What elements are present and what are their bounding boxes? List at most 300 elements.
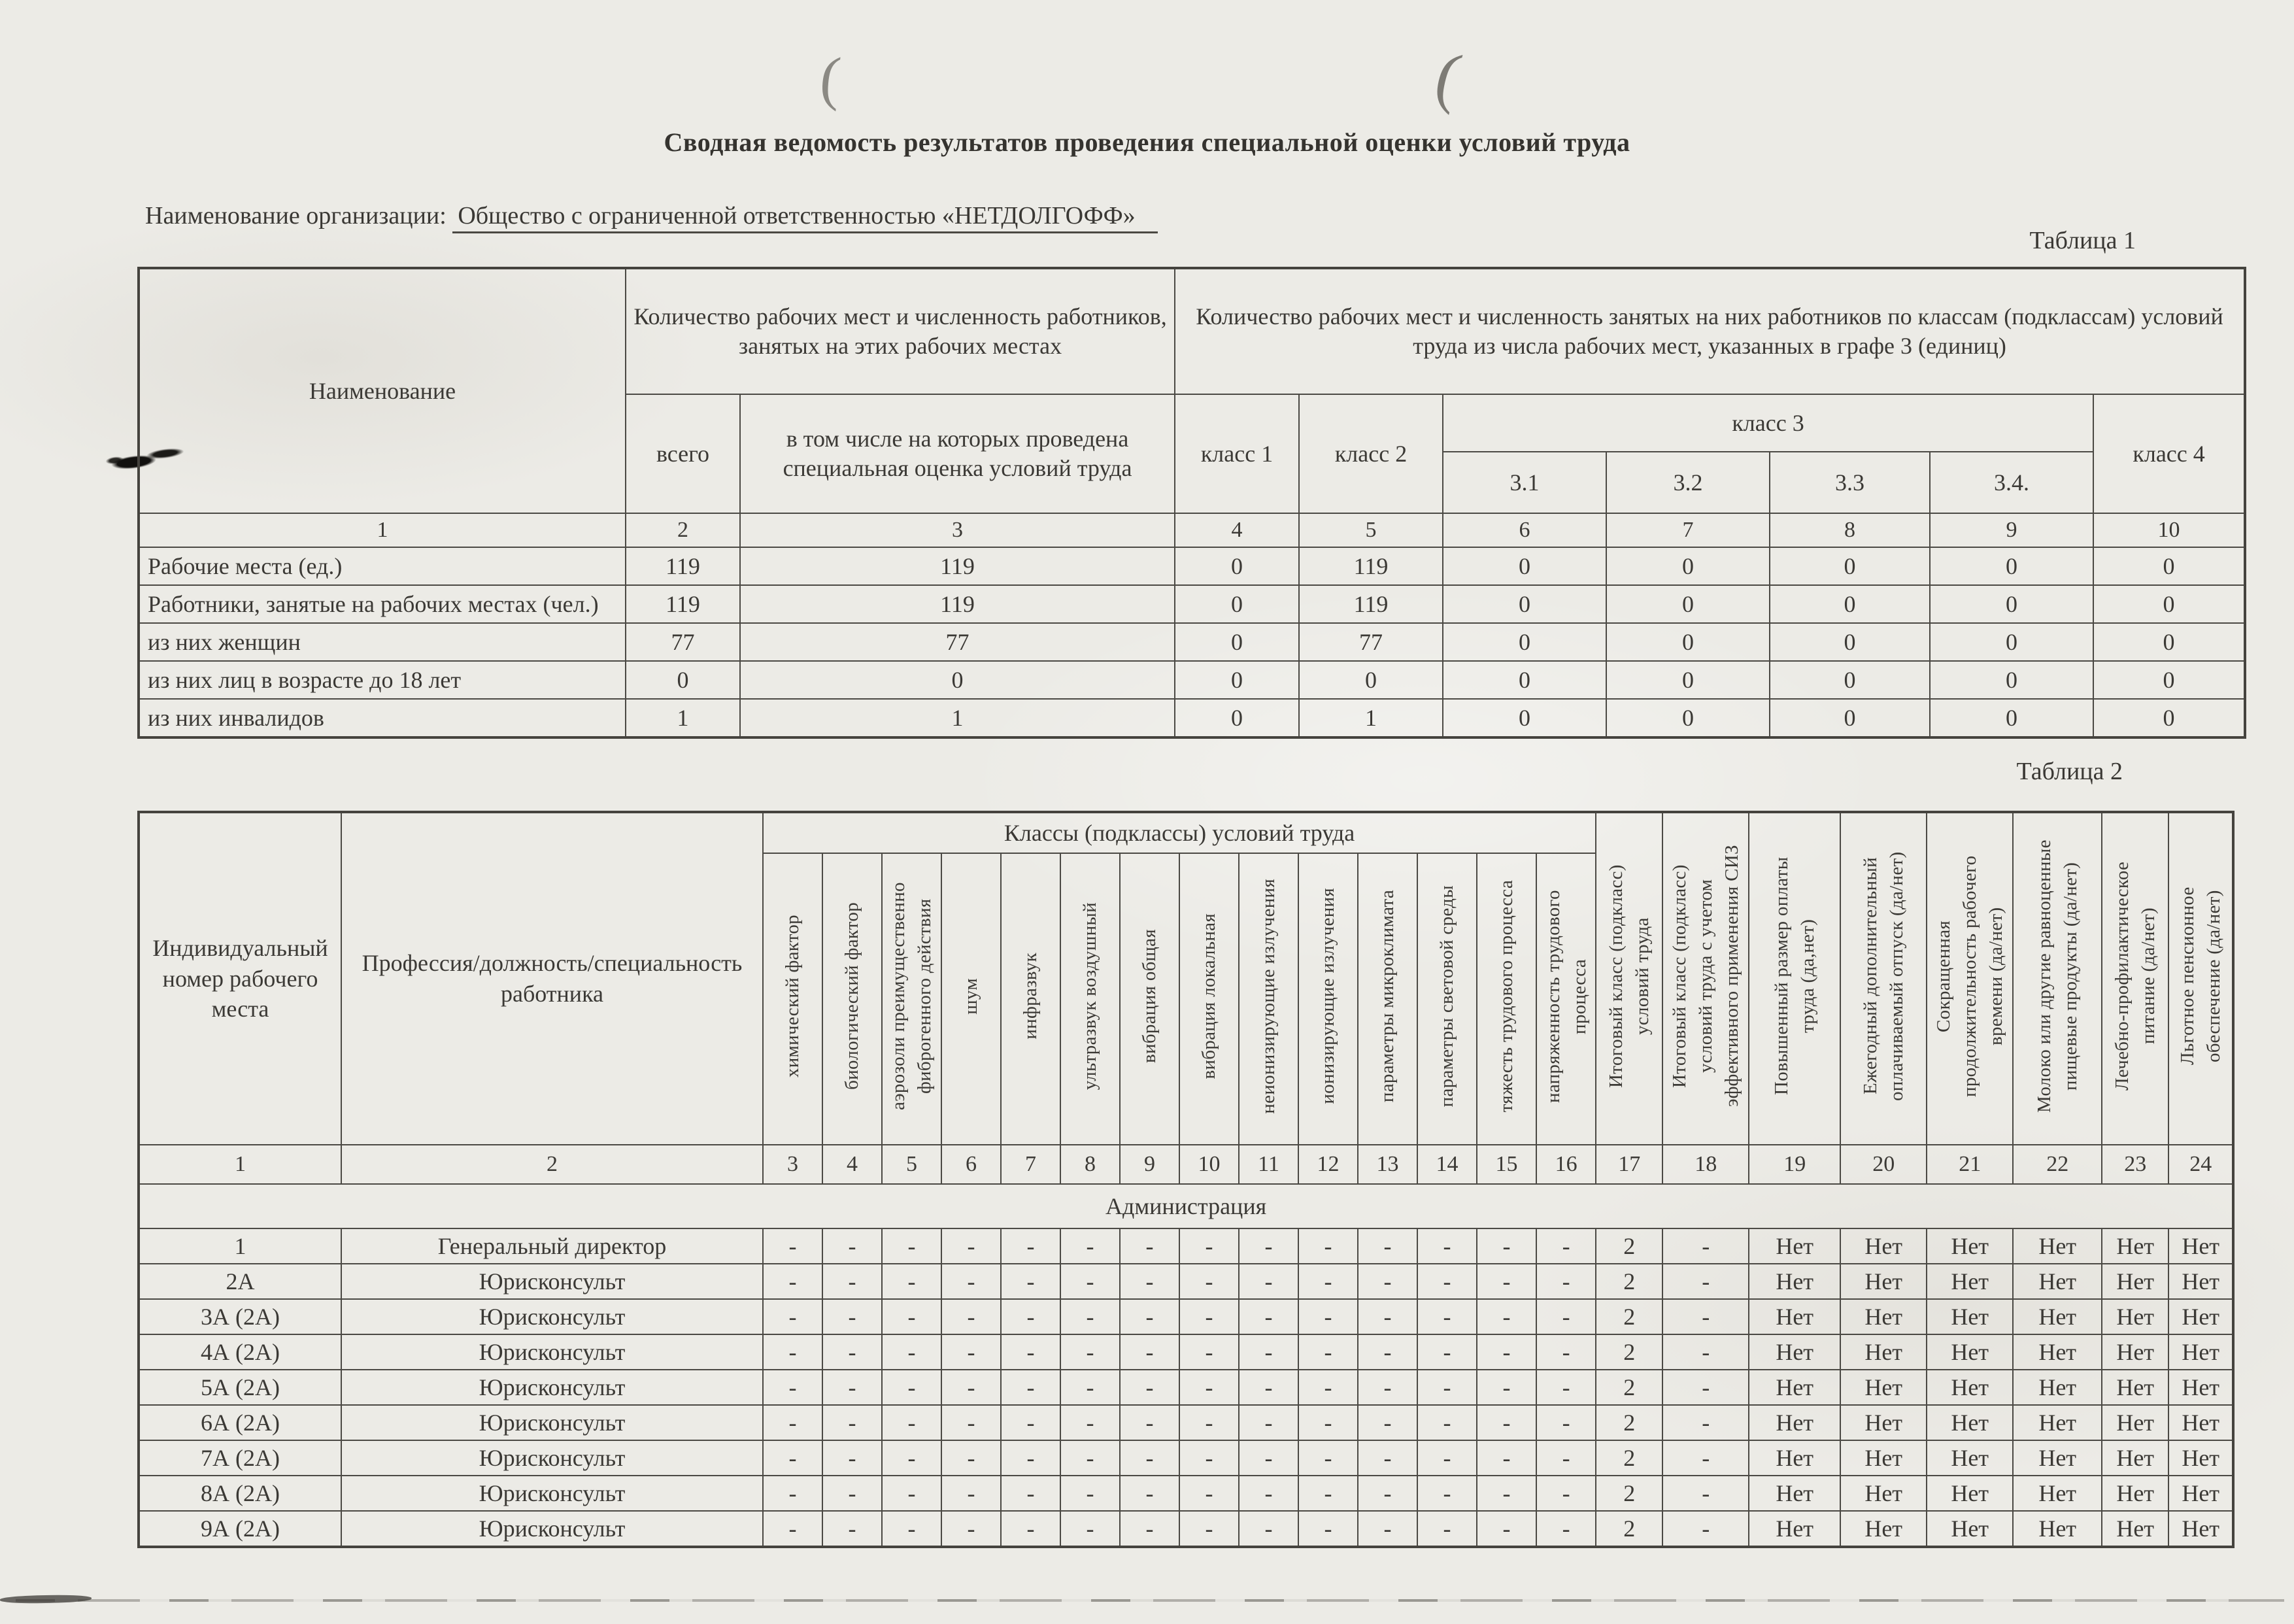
cell-value: - (1536, 1476, 1596, 1511)
rotated-header-text: биологический фактор (841, 902, 863, 1090)
column-number: 4 (822, 1145, 882, 1184)
cell-value: 0 (1930, 661, 2093, 699)
cell-value: 0 (1299, 661, 1443, 699)
cell-value: - (1477, 1299, 1536, 1334)
cell-value: - (941, 1299, 1001, 1334)
col-header-rotated (941, 853, 1001, 1145)
cell-value: Нет (1840, 1264, 1927, 1299)
column-number: 5 (882, 1145, 941, 1184)
cell-value: Нет (1927, 1440, 2013, 1476)
col-header: Количество рабочих мест и численность работников, занятых на этих рабочих местах (626, 268, 1175, 394)
column-number: 9 (1930, 513, 2093, 547)
cell-value: Нет (2102, 1405, 2168, 1440)
cell-value: 0 (740, 661, 1175, 699)
column-number: 19 (1749, 1145, 1840, 1184)
cell-value: - (822, 1476, 882, 1511)
cell-value: 2 (1596, 1370, 1662, 1405)
cell-value: - (1536, 1264, 1596, 1299)
cell-value: - (1417, 1476, 1477, 1511)
rotated-header-text: Итоговый класс (подкласс) условий труда (1606, 864, 1653, 1088)
col-header-rotated (763, 853, 822, 1145)
cell-value: - (1120, 1370, 1179, 1405)
column-number: 6 (1443, 513, 1606, 547)
cell-value: - (822, 1405, 882, 1440)
cell-value: - (763, 1511, 822, 1547)
cell-value: - (1536, 1370, 1596, 1405)
cell-value: Нет (2013, 1511, 2102, 1547)
col-header: 3.3 (1770, 452, 1930, 513)
cell-value: Нет (2013, 1264, 2102, 1299)
rotated-header-text: параметры микроклимата (1377, 889, 1398, 1103)
cell-value: - (1477, 1405, 1536, 1440)
cell-value: 0 (1175, 623, 1299, 661)
column-number: 15 (1477, 1145, 1536, 1184)
col-header: всего (626, 394, 740, 513)
cell-value: - (1417, 1440, 1477, 1476)
col-header-rotated (1298, 853, 1358, 1145)
column-number: 6 (941, 1145, 1001, 1184)
cell-value: Нет (1749, 1334, 1840, 1370)
rotated-header-text: Ежегодный дополнительный оплачиваемый отпуск (да/нет) (1860, 851, 1908, 1101)
table2-caption: Таблица 2 (2016, 758, 2123, 785)
cell-value: Нет (1840, 1334, 1927, 1370)
cell-value: Нет (1927, 1264, 2013, 1299)
cell-value: - (1536, 1440, 1596, 1476)
column-number: 9 (1120, 1145, 1179, 1184)
col-header-rotated (822, 853, 882, 1145)
cell-value: Нет (1749, 1440, 1840, 1476)
org-label: Наименование организации: (145, 202, 447, 229)
cell-value: Нет (2013, 1405, 2102, 1440)
profession: Юрисконсульт (341, 1334, 763, 1370)
cell-value: - (1239, 1405, 1298, 1440)
cell-value: 0 (1606, 547, 1770, 585)
column-number: 13 (1358, 1145, 1417, 1184)
cell-value: - (1060, 1228, 1120, 1264)
col-header-rotated (1596, 812, 1662, 1145)
col-header: Наименование (139, 268, 626, 513)
cell-value: - (1298, 1228, 1358, 1264)
column-number: 21 (1927, 1145, 2013, 1184)
cell-value: Нет (2102, 1334, 2168, 1370)
col-header-rotated (1120, 853, 1179, 1145)
cell-value: 77 (740, 623, 1175, 661)
cell-value: - (763, 1370, 822, 1405)
table-row (139, 1440, 2233, 1476)
rotated-header-text: вибрация локальная (1198, 913, 1220, 1079)
column-number: 17 (1596, 1145, 1662, 1184)
profession: Юрисконсульт (341, 1476, 763, 1511)
rotated-header-text: инфразвук (1020, 953, 1041, 1040)
cell-value: - (1060, 1405, 1120, 1440)
cell-value: - (1120, 1334, 1179, 1370)
rotated-header-text: ультразвук воздушный (1079, 902, 1101, 1091)
cell-value: 0 (1606, 661, 1770, 699)
cell-value: - (1298, 1264, 1358, 1299)
cell-value: - (1477, 1370, 1536, 1405)
cell-value: Нет (2102, 1440, 2168, 1476)
cell-value: Нет (2013, 1370, 2102, 1405)
cell-value: 1 (626, 699, 740, 737)
cell-value: - (1179, 1370, 1239, 1405)
cell-value: Нет (1840, 1476, 1927, 1511)
cell-value: 0 (1770, 699, 1930, 737)
column-number: 23 (2102, 1145, 2168, 1184)
cell-value: - (1179, 1264, 1239, 1299)
cell-value: - (941, 1228, 1001, 1264)
cell-value: Нет (1749, 1476, 1840, 1511)
cell-value: - (1417, 1228, 1477, 1264)
cell-value: - (1417, 1511, 1477, 1547)
cell-value: - (1662, 1440, 1749, 1476)
table-1-summary (137, 267, 2246, 739)
profession: Юрисконсульт (341, 1405, 763, 1440)
cell-value: - (1239, 1334, 1298, 1370)
cell-value: - (882, 1299, 941, 1334)
workplace-number: 2А (139, 1264, 341, 1299)
cell-value: Нет (2102, 1511, 2168, 1547)
cell-value: Нет (1927, 1370, 2013, 1405)
cell-value: - (1120, 1440, 1179, 1476)
table-row (139, 1476, 2233, 1511)
cell-value: - (763, 1299, 822, 1334)
column-number: 22 (2013, 1145, 2102, 1184)
cell-value: - (763, 1334, 822, 1370)
col-header: класс 1 (1175, 394, 1299, 513)
rotated-header-text: Льготное пенсионное обеспечение (да/нет) (2177, 887, 2225, 1065)
col-header-rotated (2013, 812, 2102, 1145)
cell-value: Нет (1927, 1476, 2013, 1511)
row-label: Рабочие места (ед.) (139, 547, 626, 585)
col-header-rotated (1001, 853, 1060, 1145)
table-row (139, 812, 2233, 853)
cell-value: - (941, 1264, 1001, 1299)
table-2-workplaces (137, 811, 2235, 1548)
col-header-rotated (1060, 853, 1120, 1145)
cell-value: - (1358, 1264, 1417, 1299)
column-number: 24 (2168, 1145, 2233, 1184)
cell-value: Нет (2013, 1476, 2102, 1511)
column-number: 16 (1536, 1145, 1596, 1184)
cell-value: - (1358, 1440, 1417, 1476)
rotated-header-text: тяжесть трудового процесса (1496, 879, 1517, 1113)
cell-value: - (1060, 1511, 1120, 1547)
cell-value: - (941, 1405, 1001, 1440)
cell-value: 0 (2093, 699, 2245, 737)
cell-value: 119 (1299, 585, 1443, 623)
cell-value: - (941, 1440, 1001, 1476)
cell-value: Нет (1749, 1405, 1840, 1440)
cell-value: Нет (2168, 1440, 2233, 1476)
rotated-header-text: химический фактор (782, 914, 803, 1078)
cell-value: 0 (1175, 661, 1299, 699)
cell-value: - (1001, 1228, 1060, 1264)
cell-value: 0 (1443, 623, 1606, 661)
profession: Юрисконсульт (341, 1299, 763, 1334)
cell-value: Нет (1840, 1405, 1927, 1440)
cell-value: 2 (1596, 1511, 1662, 1547)
workplace-number: 8А (2А) (139, 1476, 341, 1511)
cell-value: - (882, 1440, 941, 1476)
row-label: из них лиц в возрасте до 18 лет (139, 661, 626, 699)
cell-value: Нет (1927, 1405, 2013, 1440)
table-row (139, 699, 2245, 737)
column-number: 1 (139, 513, 626, 547)
cell-value: - (1120, 1299, 1179, 1334)
cell-value: - (1060, 1440, 1120, 1476)
cell-value: Нет (1749, 1511, 1840, 1547)
cell-value: 77 (626, 623, 740, 661)
cell-value: - (1060, 1299, 1120, 1334)
cell-value: 0 (1443, 547, 1606, 585)
col-header: класс 3 (1443, 394, 2093, 452)
organization-line (145, 201, 1158, 230)
rotated-header-text: шум (960, 977, 982, 1015)
cell-value: - (1120, 1476, 1179, 1511)
cell-value: - (882, 1511, 941, 1547)
cell-value: 2 (1596, 1476, 1662, 1511)
cell-value: - (1179, 1228, 1239, 1264)
cell-value: Нет (1749, 1264, 1840, 1299)
column-number: 4 (1175, 513, 1299, 547)
column-number: 11 (1239, 1145, 1298, 1184)
cell-value: - (1536, 1334, 1596, 1370)
rotated-header-text: Итоговый класс (подкласс) условий труда с учетом эффективного применения СИЗ (1669, 845, 1743, 1107)
cell-value: - (1298, 1476, 1358, 1511)
rotated-header-text: ионизирующие излучения (1317, 888, 1339, 1104)
table-row (139, 1228, 2233, 1264)
cell-value: - (1477, 1264, 1536, 1299)
cell-value: - (1298, 1334, 1358, 1370)
cell-value: Нет (1840, 1370, 1927, 1405)
cell-value: - (1662, 1264, 1749, 1299)
cell-value: - (1120, 1228, 1179, 1264)
rotated-header-text: Сокращенная продолжительность рабочего времени (да/нет) (1933, 854, 2007, 1097)
cell-value: - (941, 1511, 1001, 1547)
cell-value: - (1179, 1405, 1239, 1440)
cell-value: 2 (1596, 1440, 1662, 1476)
cell-value: 2 (1596, 1299, 1662, 1334)
cell-value: - (822, 1511, 882, 1547)
rotated-header-text: Лечебно-профилактическое питание (да/нет) (2112, 861, 2159, 1091)
cell-value: - (1358, 1511, 1417, 1547)
cell-value: - (1477, 1440, 1536, 1476)
cell-value: Нет (2102, 1228, 2168, 1264)
cell-value: 0 (1175, 699, 1299, 737)
cell-value: - (882, 1228, 941, 1264)
cell-value: Нет (1927, 1299, 2013, 1334)
cell-value: Нет (1749, 1228, 1840, 1264)
cell-value: - (1662, 1334, 1749, 1370)
col-header-rotated (1358, 853, 1417, 1145)
cell-value: - (1536, 1299, 1596, 1334)
cell-value: - (1239, 1228, 1298, 1264)
table-row (139, 1264, 2233, 1299)
column-numbers-row (139, 1145, 2233, 1184)
cell-value: - (1060, 1370, 1120, 1405)
section-header-administration (139, 1184, 2233, 1228)
table-row (139, 1370, 2233, 1405)
cell-value: - (763, 1228, 822, 1264)
cell-value: Нет (1927, 1228, 2013, 1264)
rotated-header-text: параметры световой среды (1436, 885, 1458, 1108)
cell-value: - (1358, 1334, 1417, 1370)
cell-value: Нет (1840, 1299, 1927, 1334)
profession: Генеральный директор (341, 1228, 763, 1264)
cell-value: - (822, 1334, 882, 1370)
cell-value: Нет (2102, 1264, 2168, 1299)
col-header-rotated (1662, 812, 1749, 1145)
table-row (139, 623, 2245, 661)
cell-value: 1 (740, 699, 1175, 737)
cell-value: Нет (1840, 1511, 1927, 1547)
cell-value: 119 (1299, 547, 1443, 585)
cell-value: 2 (1596, 1228, 1662, 1264)
cell-value: - (1001, 1511, 1060, 1547)
cell-value: - (1662, 1476, 1749, 1511)
cell-value: - (763, 1405, 822, 1440)
cell-value: - (1417, 1264, 1477, 1299)
table-row (139, 268, 2245, 394)
cell-value: 119 (626, 547, 740, 585)
page-title: Сводная ведомость результатов проведения специальной оценки условий труда (664, 127, 1630, 157)
column-number: 10 (1179, 1145, 1239, 1184)
cell-value: - (1179, 1511, 1239, 1547)
cell-value: - (1536, 1511, 1596, 1547)
cell-value: 0 (1930, 547, 2093, 585)
cell-value: Нет (1749, 1299, 1840, 1334)
cell-value: 0 (626, 661, 740, 699)
cell-value: - (1417, 1334, 1477, 1370)
cell-value: - (882, 1334, 941, 1370)
cell-value: Нет (2102, 1370, 2168, 1405)
workplace-number: 4А (2А) (139, 1334, 341, 1370)
cell-value: - (941, 1370, 1001, 1405)
column-number: 5 (1299, 513, 1443, 547)
cell-value: 77 (1299, 623, 1443, 661)
col-header-rotated (1536, 853, 1596, 1145)
cell-value: - (1060, 1476, 1120, 1511)
cell-value: Нет (2168, 1264, 2233, 1299)
col-header-rotated (1840, 812, 1927, 1145)
cell-value: - (1358, 1476, 1417, 1511)
cell-value: 0 (1770, 547, 1930, 585)
col-header-profession: Профессия/должность/специальность работника (341, 812, 763, 1145)
cell-value: Нет (1927, 1334, 2013, 1370)
cell-value: 0 (1770, 623, 1930, 661)
cell-value: - (1001, 1476, 1060, 1511)
column-number: 7 (1606, 513, 1770, 547)
cell-value: 0 (1606, 699, 1770, 737)
cell-value: - (822, 1299, 882, 1334)
cell-value: - (1001, 1440, 1060, 1476)
col-header-rotated (2168, 812, 2233, 1145)
cell-value: - (1120, 1511, 1179, 1547)
cell-value: 0 (2093, 547, 2245, 585)
row-label: Работники, занятые на рабочих местах (чел.) (139, 585, 626, 623)
col-header: класс 2 (1299, 394, 1443, 513)
column-number: 3 (763, 1145, 822, 1184)
cell-value: - (1179, 1476, 1239, 1511)
cell-value: - (1060, 1334, 1120, 1370)
cell-value: 119 (740, 547, 1175, 585)
row-label: из них женщин (139, 623, 626, 661)
cell-value: - (1477, 1476, 1536, 1511)
rotated-header-text: вибрация общая (1139, 929, 1160, 1063)
cell-value: Нет (2168, 1334, 2233, 1370)
col-header-rotated (1477, 853, 1536, 1145)
cell-value: - (1298, 1370, 1358, 1405)
rotated-header-text: Молоко или другие равноценные пищевые продукты (да/нет) (2034, 839, 2082, 1113)
cell-value: - (1001, 1264, 1060, 1299)
cell-value: Нет (2168, 1370, 2233, 1405)
cell-value: - (1239, 1299, 1298, 1334)
table1-caption: Таблица 1 (2029, 227, 2136, 254)
cell-value: Нет (2168, 1476, 2233, 1511)
col-header-rotated (882, 853, 941, 1145)
col-header: класс 4 (2093, 394, 2245, 513)
workplace-number: 9А (2А) (139, 1511, 341, 1547)
table-row (139, 585, 2245, 623)
cell-value: 0 (1770, 585, 1930, 623)
cell-value: - (1477, 1511, 1536, 1547)
cell-value: - (822, 1440, 882, 1476)
cell-value: 2 (1596, 1264, 1662, 1299)
cell-value: - (1358, 1299, 1417, 1334)
cell-value: - (1298, 1511, 1358, 1547)
cell-value: Нет (1927, 1511, 2013, 1547)
section-title: Администрация (139, 1184, 2233, 1228)
scan-artifact-parenthesis: ( (1428, 37, 1468, 116)
cell-value: - (1536, 1228, 1596, 1264)
workplace-number: 3А (2А) (139, 1299, 341, 1334)
cell-value: - (1120, 1405, 1179, 1440)
cell-value: - (763, 1264, 822, 1299)
cell-value: - (822, 1264, 882, 1299)
table-row (139, 1334, 2233, 1370)
rotated-header-text: неионизирующие излучения (1258, 878, 1279, 1114)
rotated-header-text: Повышенный размер оплаты труда (да,нет) (1771, 856, 1819, 1095)
cell-value: - (1358, 1405, 1417, 1440)
col-group-header-classes: Классы (подклассы) условий труда (763, 812, 1596, 853)
cell-value: - (1001, 1370, 1060, 1405)
cell-value: - (882, 1370, 941, 1405)
cell-value: 0 (1606, 623, 1770, 661)
workplace-number: 7А (2А) (139, 1440, 341, 1476)
cell-value: - (1001, 1334, 1060, 1370)
cell-value: 0 (1443, 661, 1606, 699)
col-header-rotated (1749, 812, 1840, 1145)
rotated-header-text: напряженность трудового процесса (1542, 889, 1590, 1103)
cell-value: - (1662, 1299, 1749, 1334)
cell-value: - (1358, 1228, 1417, 1264)
cell-value: - (1239, 1511, 1298, 1547)
col-header: в том числе на которых проведена специальная оценка условий труда (740, 394, 1175, 513)
cell-value: - (1179, 1334, 1239, 1370)
cell-value: - (1536, 1405, 1596, 1440)
table-row (139, 547, 2245, 585)
cell-value: 0 (1606, 585, 1770, 623)
col-header-workplace-number: Индивидуальный номер рабочего места (139, 812, 341, 1145)
cell-value: - (1001, 1299, 1060, 1334)
workplace-number: 1 (139, 1228, 341, 1264)
col-header-rotated (1239, 853, 1298, 1145)
workplace-number: 6А (2А) (139, 1405, 341, 1440)
cell-value: 2 (1596, 1334, 1662, 1370)
cell-value: - (822, 1228, 882, 1264)
table-row (139, 661, 2245, 699)
cell-value: - (1298, 1405, 1358, 1440)
